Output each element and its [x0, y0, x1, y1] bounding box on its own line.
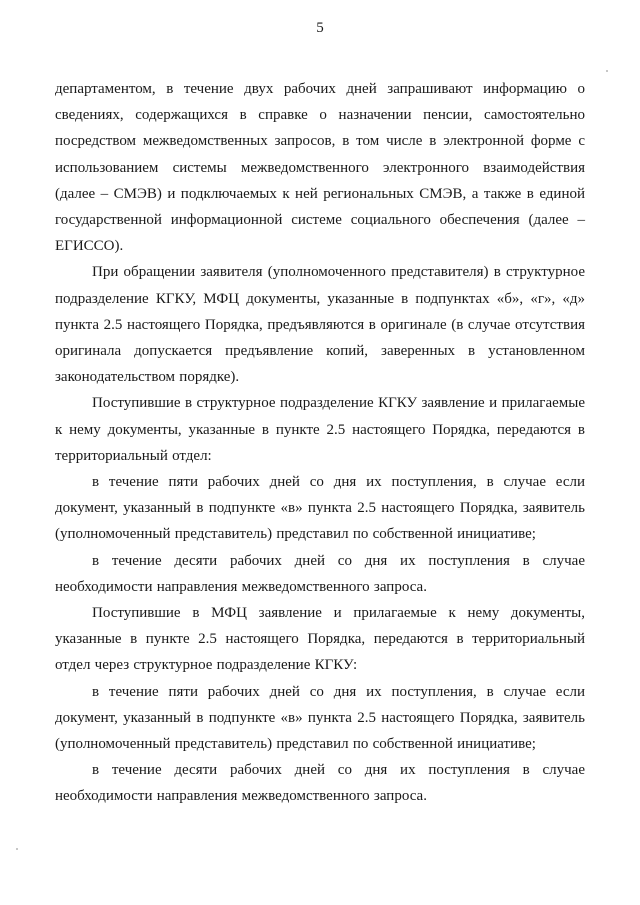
- paragraph-6: Поступившие в МФЦ заявление и прилагаемые к нему документы, указанные в пункте 2.5 настоящего Порядка, передаются в территориальный отдел через структурное подразделение КГКУ:: [55, 605, 585, 674]
- paragraph-2: При обращении заявителя (уполномоченного представителя) в структурное подразделение КГКУ, МФЦ документы, указанные в подпунктах «б», «г», «д» пункта 2.5 настоящего Порядка, предъявляются в оригинале (в случае отсутствия оригинала допускается предъявление копий, заверенных в установленном законодательством порядке).: [55, 264, 585, 386]
- page-number: 5: [316, 20, 324, 36]
- scan-speck: [606, 70, 608, 72]
- paragraph-3: Поступившие в структурное подразделение КГКУ заявление и прилагаемые к нему документы, указанные в пункте 2.5 настоящего Порядка, передаются в территориальный отдел:: [55, 395, 585, 464]
- scan-speck: [16, 848, 18, 850]
- paragraph-7: в течение пяти рабочих дней со дня их поступления, в случае если документ, указанный в подпункте «в» пункта 2.5 настоящего Порядка, заявитель (уполномоченный представитель) представил по собственной инициативе;: [55, 683, 585, 753]
- paragraph-4: в течение пяти рабочих дней со дня их поступления, в случае если документ, указанный в подпункте «в» пункта 2.5 настоящего Порядка, заявитель (уполномоченный представитель) представил по собственной инициативе;: [55, 474, 585, 543]
- paragraph-1: департаментом, в течение двух рабочих дней запрашивают информацию о сведениях, содержащихся в справке о назначении пенсии, самостоятельно посредством межведомственных запросов, в том числе в электронной форме с использованием системы межведомственного электронного взаимодействия (далее – СМЭВ) и подключаемых к ней региональных СМЭВ, а также в единой государственной информационной системе социального обеспечения (далее – ЕГИССО).: [55, 81, 585, 255]
- paragraph-8: в течение десяти рабочих дней со дня их поступления в случае необходимости направления межведомственного запроса.: [55, 762, 585, 805]
- document-body: [55, 76, 585, 810]
- paragraph-5: в течение десяти рабочих дней со дня их поступления в случае необходимости направления межведомственного запроса.: [55, 552, 585, 595]
